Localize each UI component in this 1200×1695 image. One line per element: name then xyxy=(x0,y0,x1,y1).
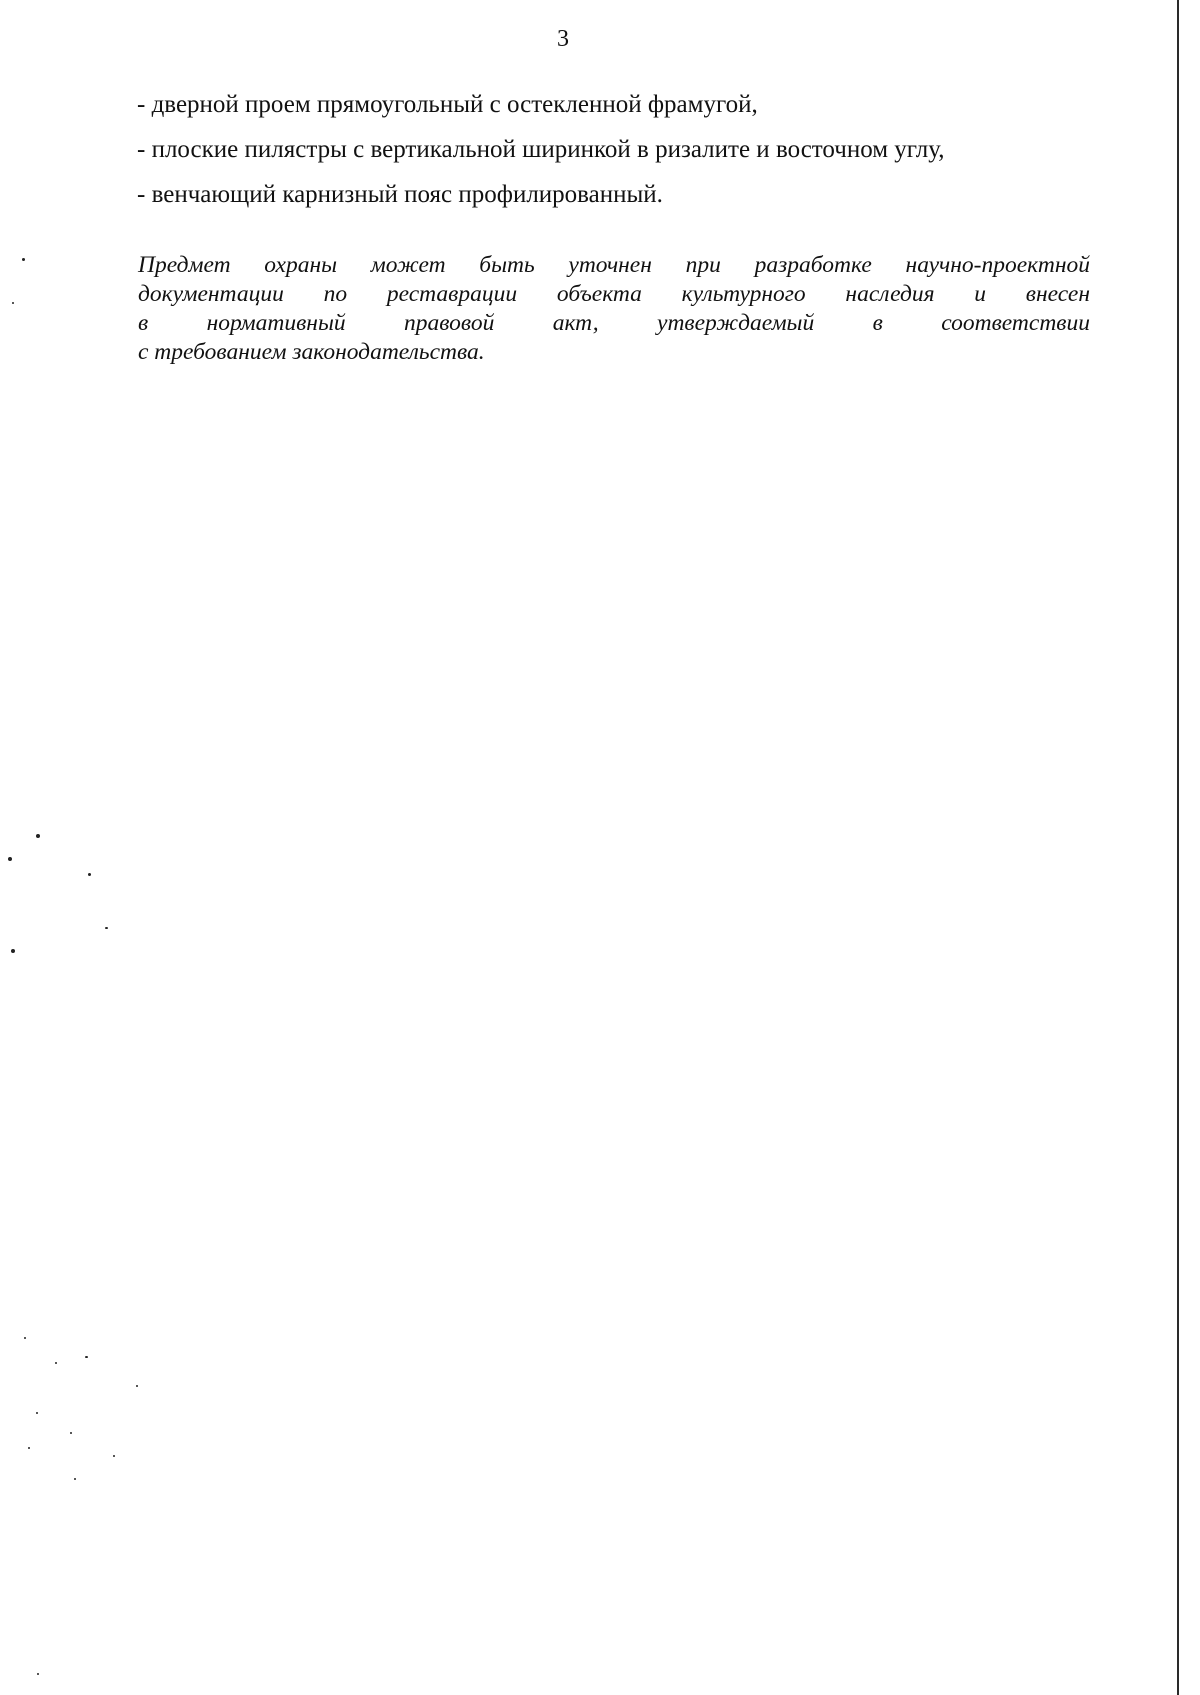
scan-speck xyxy=(113,1455,115,1457)
scan-speck xyxy=(74,1478,76,1480)
scan-speck xyxy=(70,1432,72,1434)
note-line: Предмет охраны может быть уточнен при разработке научно-проектной xyxy=(138,252,1090,278)
list-item: - дверной проем прямоугольный с остекленной фрамугой, xyxy=(137,91,758,118)
scan-speck xyxy=(105,927,108,929)
scan-speck xyxy=(36,1412,38,1414)
scan-speck xyxy=(28,1447,30,1449)
scan-edge-line xyxy=(1177,0,1179,1695)
scan-speck xyxy=(12,302,14,304)
scan-speck xyxy=(88,873,91,876)
scan-speck xyxy=(11,949,15,953)
scan-speck xyxy=(37,1673,39,1675)
feature-list xyxy=(137,82,1097,217)
list-item: - плоские пилястры с вертикальной ширинкой в ризалите и восточном углу, xyxy=(137,136,945,163)
scan-speck xyxy=(136,1385,138,1387)
protection-note xyxy=(138,251,1090,367)
note-line: документации по реставрации объекта культурного наследия и внесен xyxy=(138,281,1090,307)
scan-speck xyxy=(22,258,25,261)
scan-speck xyxy=(36,834,40,838)
scan-speck xyxy=(24,1337,26,1339)
scan-speck xyxy=(85,1356,88,1358)
note-line: с требованием законодательства. xyxy=(138,339,485,365)
page-number: 3 xyxy=(557,26,569,52)
scan-speck xyxy=(55,1362,57,1364)
note-line: в нормативный правовой акт, утверждаемый в соответствии xyxy=(138,310,1090,336)
scan-speck xyxy=(8,857,12,861)
list-item: - венчающий карнизный пояс профилированный. xyxy=(137,181,663,208)
